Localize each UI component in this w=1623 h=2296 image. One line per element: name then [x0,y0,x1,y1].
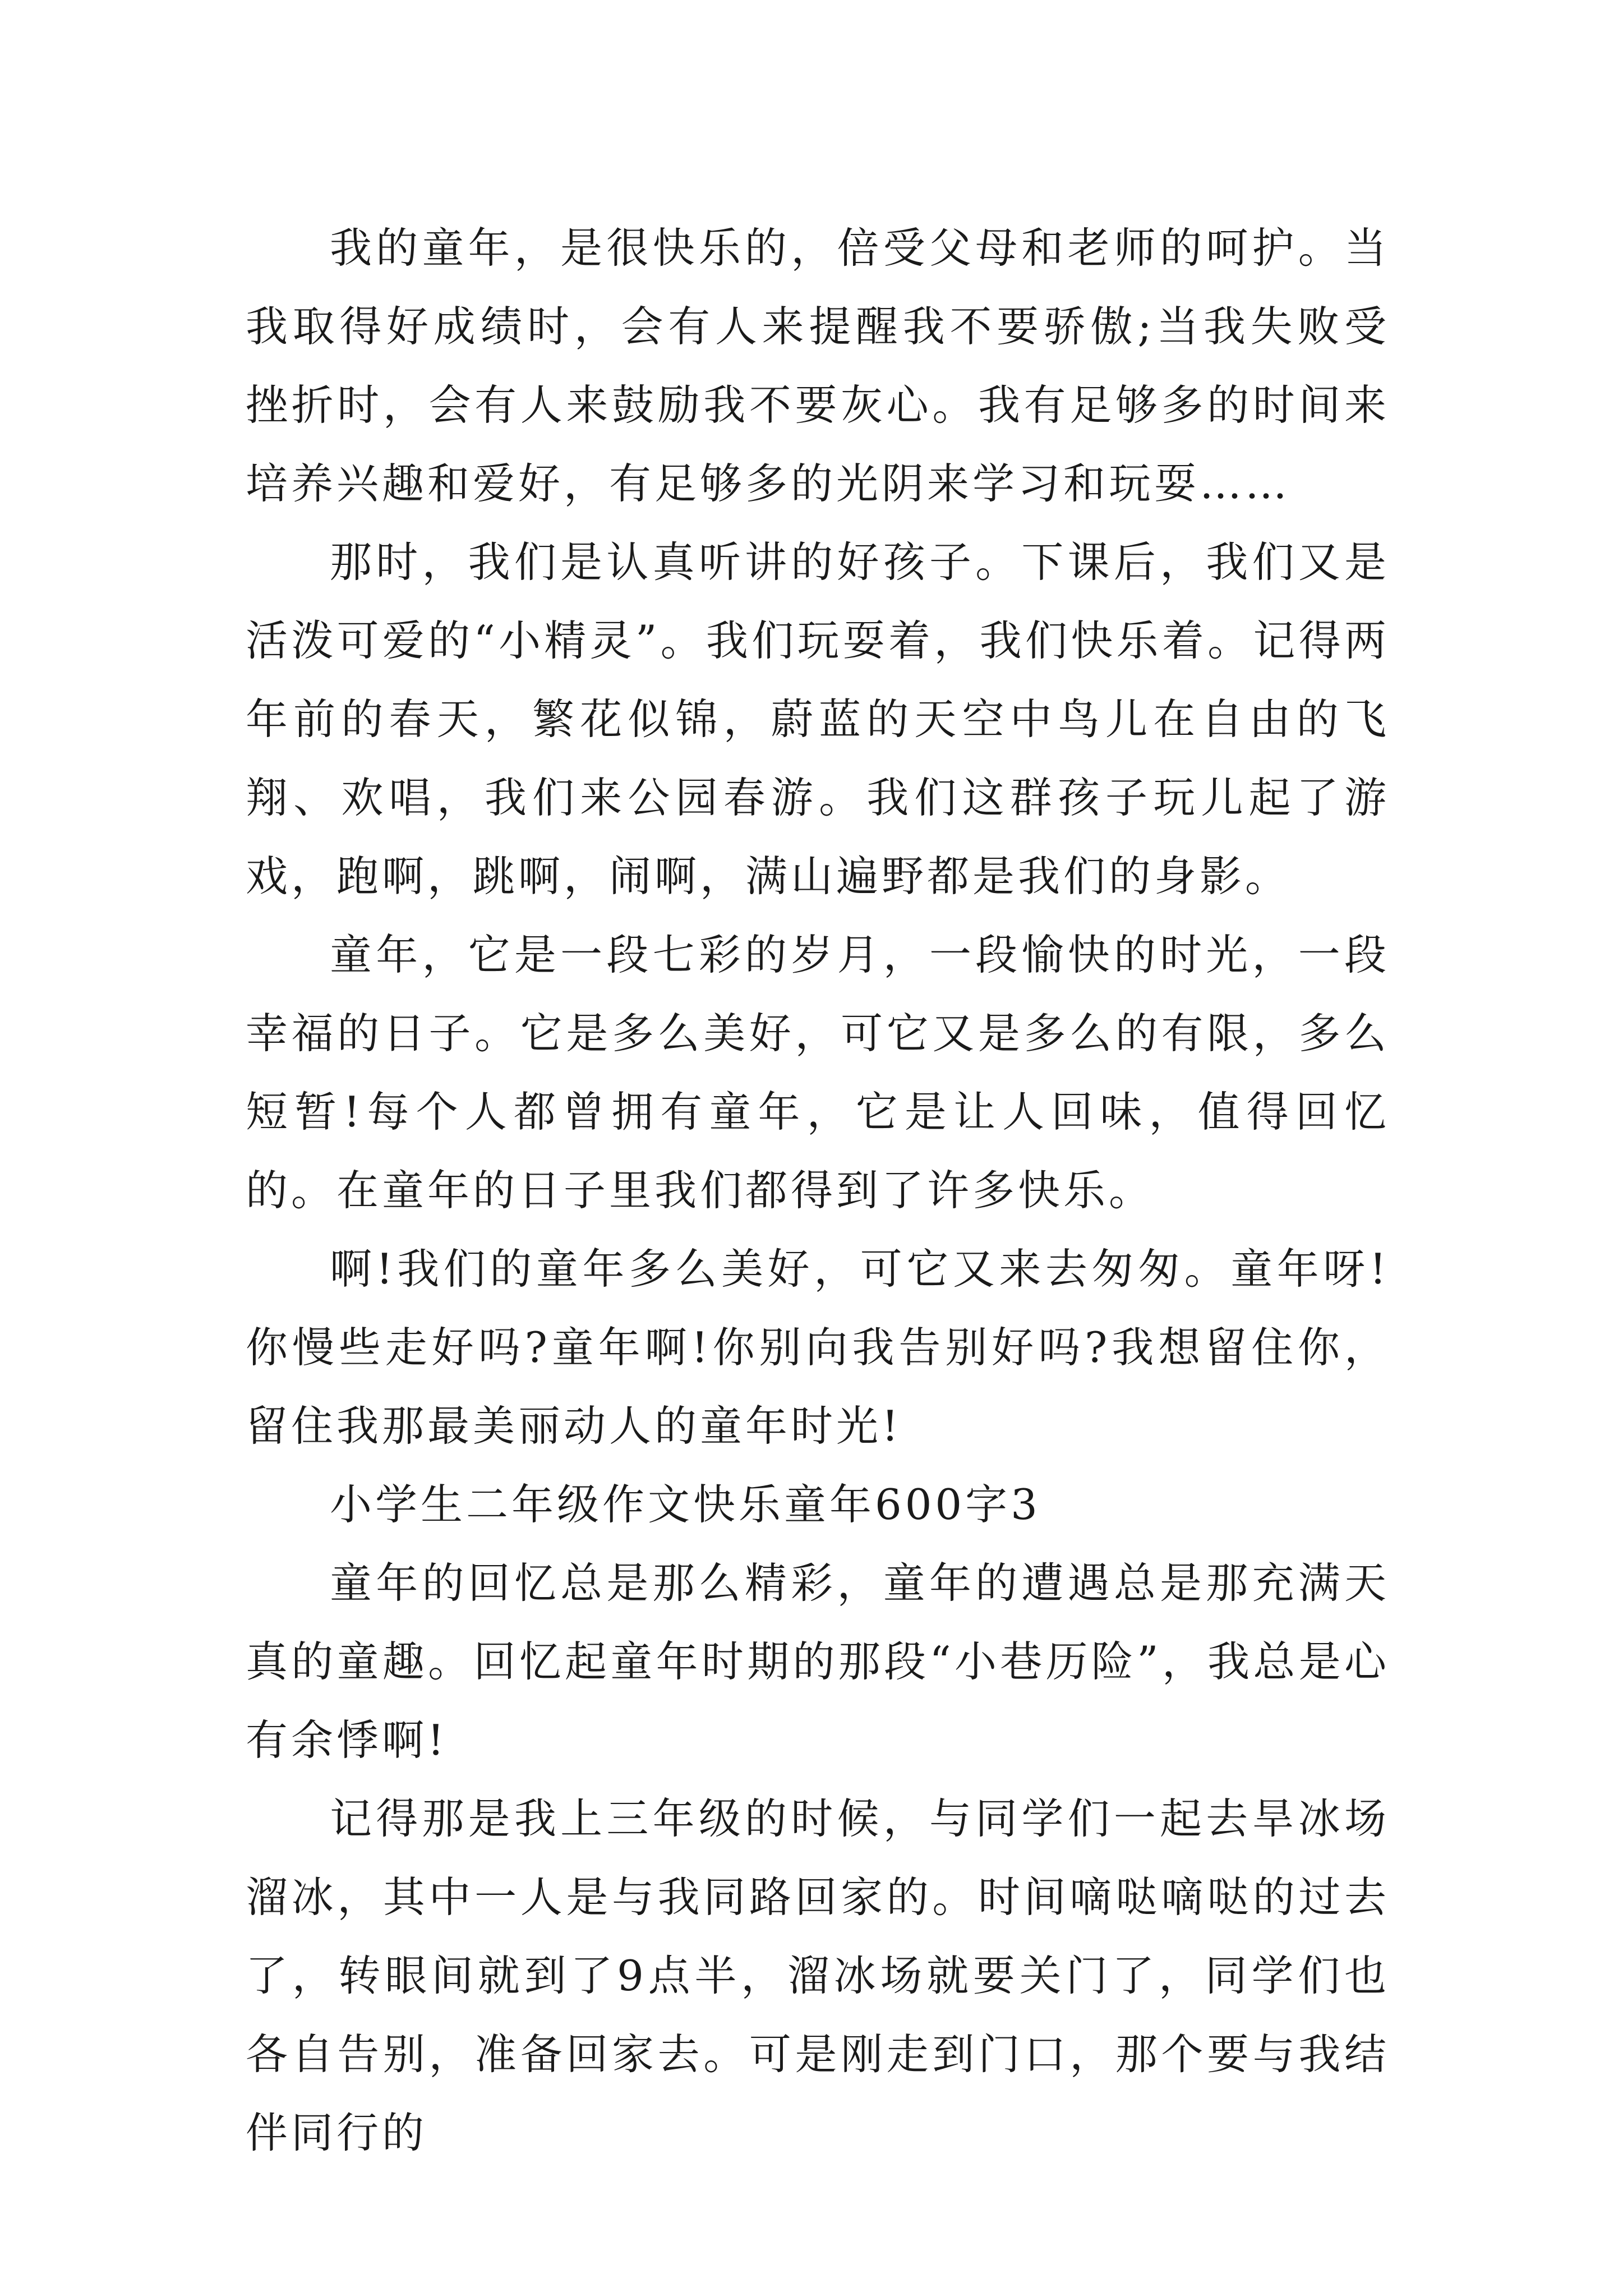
section-heading: 小学生二年级作文快乐童年600字3 [330,1480,1041,1529]
paragraph-2: 那时，我们是认真听讲的好孩子。下课后，我们又是活泼可爱的“小精灵”。我们玩耍着，我们快乐着。记得两年前的春天，繁花似锦，蔚蓝的天空中鸟儿在自由的飞翔、欢唱，我们来公园春游。我们这群孩子玩儿起了游戏，跑啊，跳啊，闹啊，满山遍野都是我们的身影。 [246,537,1390,901]
paragraph-3: 童年，它是一段七彩的岁月，一段愉快的时光，一段幸福的日子。它是多么美好，可它又是多么的有限，多么短暂!每个人都曾拥有童年，它是让人回味，值得回忆的。在童年的日子里我们都得到了许多快乐。 [246,930,1390,1215]
paragraph-5: 童年的回忆总是那么精彩，童年的遭遇总是那充满天真的童趣。回忆起童年时期的那段“小巷历险”，我总是心有余悸啊! [246,1558,1390,1765]
paragraph-1: 我的童年，是很快乐的，倍受父母和老师的呵护。当我取得好成绩时，会有人来提醒我不要骄傲;当我失败受挫折时，会有人来鼓励我不要灰心。我有足够多的时间来培养兴趣和爱好，有足够多的光阴来学习和玩耍…… [246,223,1390,508]
essay-text [246,209,1390,2172]
paragraph-6: 记得那是我上三年级的时候，与同学们一起去旱冰场溜冰，其中一人是与我同路回家的。时间嘀哒嘀哒的过去了，转眼间就到了9点半，溜冰场就要关门了，同学们也各自告别，准备回家去。可是刚走到门口，那个要与我结伴同行的 [246,1794,1390,2157]
paragraph-4: 啊!我们的童年多么美好，可它又来去匆匆。童年呀!你慢些走好吗?童年啊!你别向我告别好吗?我想留住你，留住我那最美丽动人的童年时光! [246,1244,1390,1451]
